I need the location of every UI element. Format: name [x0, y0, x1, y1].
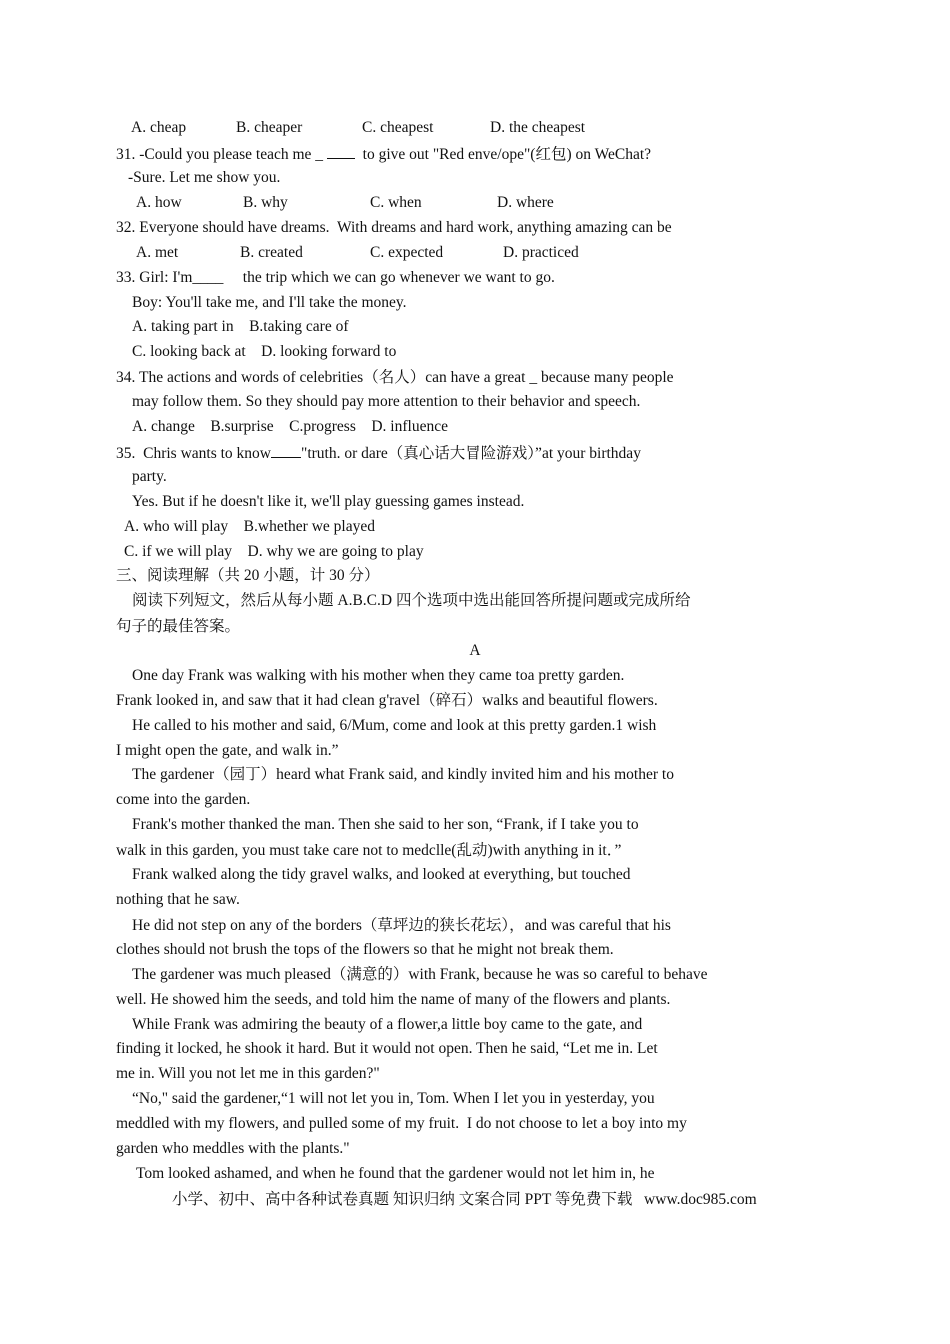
q35-options-cd: C. if we will play D. why we are going to play: [124, 543, 424, 560]
passage-line: I might open the gate, and walk in.”: [116, 742, 339, 759]
q30-option-b: B. cheaper: [236, 119, 303, 136]
passage-line: He did not step on any of the borders（草坪边的狭长花坛），and was careful that his: [132, 917, 671, 934]
passage-line: finding it locked, he shook it hard. But it would not open. Then he said, “Let me in. Let: [116, 1040, 658, 1057]
section-3-instruction-line1: 阅读下列短文，然后从每小题 A.B.C.D 四个选项中选出能回答所提问题或完成所给: [132, 592, 691, 609]
q35-options-ab: A. who will play B.whether we played: [124, 518, 375, 535]
q35-stem-post: "truth. or dare（真心话大冒险游戏）”at your birthday: [301, 445, 641, 462]
passage-line: clothes should not brush the tops of the flowers so that he might not break them.: [116, 941, 614, 958]
passage-line: meddled with my flowers, and pulled some of my fruit. I do not choose to let a boy into my: [116, 1115, 687, 1132]
q35-stem: [116, 443, 641, 463]
q31-option-c: C. when: [370, 194, 422, 211]
passage-line: One day Frank was walking with his mother when they came toa pretty garden.: [132, 667, 625, 684]
q32-option-d: D. practiced: [503, 244, 579, 261]
section-3-heading: 三、阅读理解（共 20 小题，计 30 分）: [116, 567, 380, 584]
q35-stem-pre: 35. Chris wants to know: [116, 445, 271, 462]
q35-stem-line2: party.: [132, 468, 167, 485]
q32-option-a: A. met: [136, 244, 179, 261]
q35-reply: Yes. But if he doesn't like it, we'll play guessing games instead.: [132, 493, 525, 510]
q34-stem-line1: 34. The actions and words of celebrities（名人）can have a great _ because many people: [116, 369, 674, 386]
q33-options-ab: A. taking part in B.taking care of: [132, 318, 349, 335]
q30-option-a: A. cheap: [131, 119, 187, 136]
q32-stem: 32. Everyone should have dreams. With dreams and hard work, anything amazing can be: [116, 219, 672, 236]
q31-reply: -Sure. Let me show you.: [128, 169, 281, 186]
q31-option-a: A. how: [136, 194, 182, 211]
passage-line: garden who meddles with the plants.": [116, 1140, 350, 1157]
q33-options-cd: C. looking back at D. looking forward to: [132, 343, 397, 360]
q35-blank: [271, 443, 301, 458]
section-3-instruction-line2: 句子的最佳答案。: [116, 618, 241, 635]
q33-reply: Boy: You'll take me, and I'll take the money.: [132, 294, 407, 311]
passage-line: Frank looked in, and saw that it had clean g'ravel（碎石）walks and beautiful flowers.: [116, 692, 658, 709]
q33-stem: 33. Girl: I'm____ the trip which we can go whenever we want to go.: [116, 269, 555, 286]
q31-option-d: D. where: [497, 194, 554, 211]
passage-line: Tom looked ashamed, and when he found that the gardener would not let him in, he: [136, 1165, 655, 1182]
q34-options: A. change B.surprise C.progress D. influence: [132, 418, 448, 435]
passage-line: Frank's mother thanked the man. Then she said to her son, “Frank, if I take you to: [132, 816, 639, 833]
q34-stem-line2: may follow them. So they should pay more attention to their behavior and speech.: [132, 393, 641, 410]
passage-line: “No," said the gardener,“1 will not let you in, Tom. When I let you in yesterday, you: [132, 1090, 655, 1107]
q32-option-c: C. expected: [370, 244, 444, 261]
passage-label: A: [469, 642, 481, 659]
q31-stem-post: to give out "Red enve/ope"(红包) on WeChat?: [354, 146, 652, 163]
passage-line: me in. Will you not let me in this garden?": [116, 1065, 380, 1082]
q31-blank: [327, 144, 355, 159]
passage-line: The gardener was much pleased（满意的）with Frank, because he was so careful to behave: [132, 966, 708, 983]
passage-line: well. He showed him the seeds, and told him the name of many of the flowers and plants.: [116, 991, 671, 1008]
q30-option-c: C. cheapest: [362, 119, 434, 136]
passage-line: nothing that he saw.: [116, 891, 240, 908]
passage-line: The gardener（园丁）heard what Frank said, and kindly invited him and his mother to: [132, 766, 674, 783]
page-footer: 小学、初中、高中各种试卷真题 知识归纳 文案合同 PPT 等免费下载 www.doc985.com: [172, 1191, 757, 1208]
passage-line: come into the garden.: [116, 791, 251, 808]
passage-line: He called to his mother and said, 6/Mum, come and look at this pretty garden.1 wish: [132, 717, 657, 734]
q31-stem-pre: 31. -Could you please teach me _: [116, 146, 327, 163]
q32-option-b: B. created: [240, 244, 303, 261]
passage-line: Frank walked along the tidy gravel walks, and looked at everything, but touched: [132, 866, 631, 883]
q30-option-d: D. the cheapest: [490, 119, 586, 136]
passage-line: walk in this garden, you must take care not to medclle(乱动)with anything in it．”: [116, 842, 622, 859]
q31-option-b: B. why: [243, 194, 288, 211]
passage-line: While Frank was admiring the beauty of a flower,a little boy came to the gate, and: [132, 1016, 643, 1033]
q31-stem: [116, 144, 651, 164]
